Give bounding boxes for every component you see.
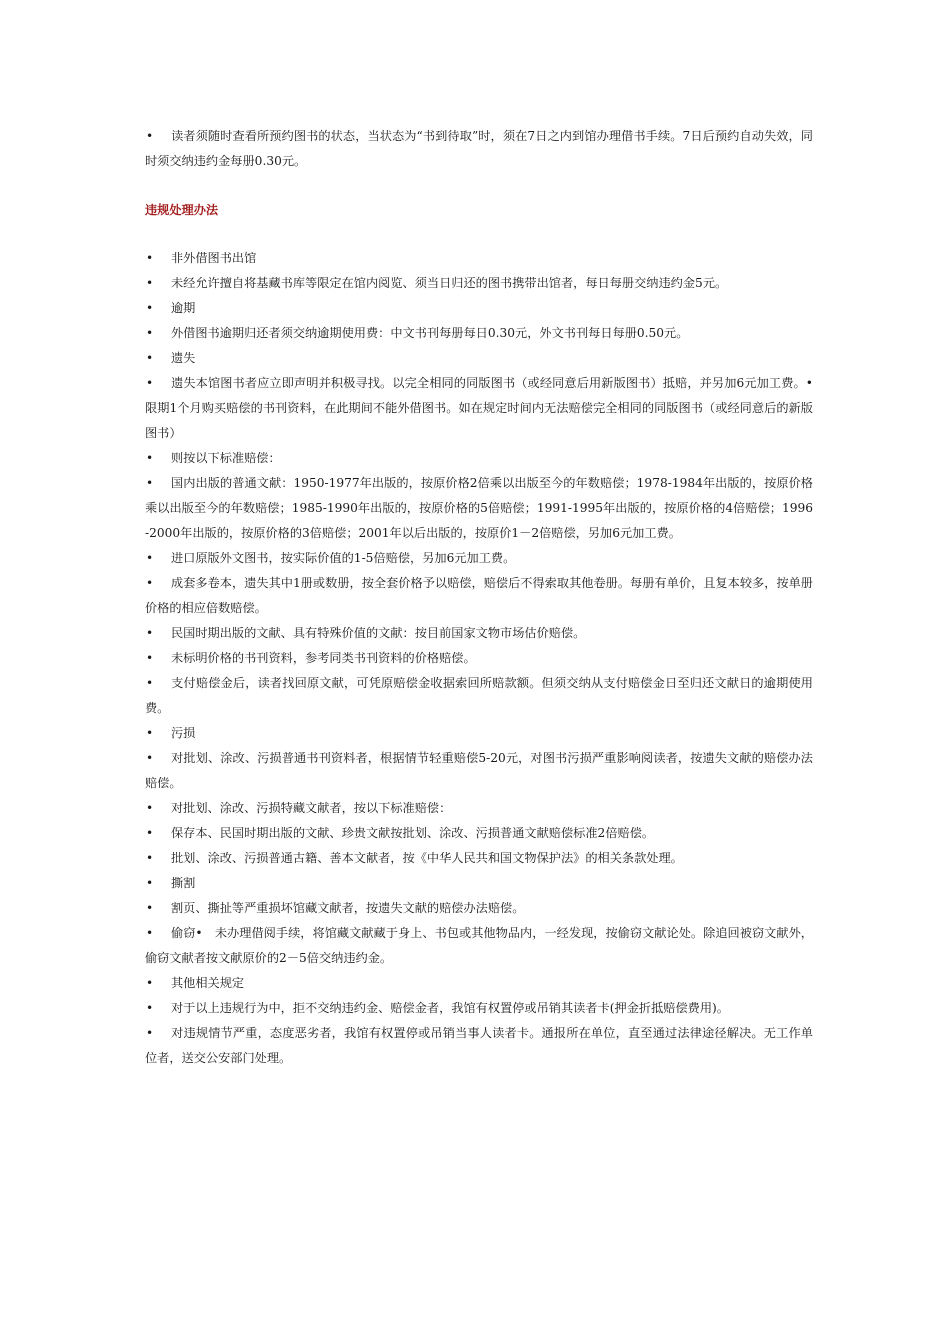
list-item-text: 偷窃• 未办理借阅手续，将馆藏文献藏于身上、书包或其他物品内，一经发现，按偷窃文献论处。除追回被窃文献外，偷窃文献者按文献原价的2－5倍交纳违约金。 (145, 926, 813, 965)
list-item (145, 621, 813, 646)
list-item (145, 321, 813, 346)
bullet-marker: • (146, 476, 154, 490)
list-item (145, 971, 813, 996)
list-item (145, 871, 813, 896)
bullet-marker: • (146, 576, 154, 590)
list-item-text: 逾期 (171, 301, 196, 315)
list-item-text: 非外借图书出馆 (171, 251, 257, 265)
list-item-text: 对于以上违规行为中，拒不交纳违约金、赔偿金者，我馆有权置停或吊销其读者卡(押金折抵赔偿费用)。 (171, 1001, 729, 1015)
bullet-marker: • (146, 901, 154, 915)
rules-list (145, 246, 826, 1071)
list-item-text: 污损 (171, 726, 196, 740)
bullet-marker: • (146, 251, 154, 265)
list-item (145, 271, 813, 296)
list-item-text: 对批划、涂改、污损特藏文献者，按以下标准赔偿： (171, 801, 452, 815)
bullet-marker: • (146, 351, 154, 365)
list-item (145, 896, 813, 921)
bullet-marker: • (146, 726, 154, 740)
bullet-marker: • (146, 326, 154, 340)
list-item-text: 批划、涂改、污损普通古籍、善本文献者，按《中华人民共和国文物保护法》的相关条款处理。 (171, 851, 683, 865)
bullet-marker: • (146, 276, 154, 290)
bullet-marker: • (146, 826, 154, 840)
list-item-text: 其他相关规定 (171, 976, 245, 990)
bullet-marker: • (146, 129, 154, 143)
bullet-marker: • (146, 626, 154, 640)
list-item (145, 821, 813, 846)
list-item (145, 346, 813, 371)
list-item-text: 未标明价格的书刊资料，参考同类书刊资料的价格赔偿。 (171, 651, 476, 665)
list-item-text: 对批划、涂改、污损普通书刊资料者，根据情节轻重赔偿5-20元，对图书污损严重影响阅读者，按遗失文献的赔偿办法赔偿。 (145, 751, 813, 790)
bullet-marker: • (146, 1001, 154, 1015)
list-item-text: 保存本、民国时期出版的文献、珍贵文献按批划、涂改、污损普通文献赔偿标准2倍赔偿。 (171, 826, 655, 840)
list-item-text: 未经允许擅自将基藏书库等限定在馆内阅览、须当日归还的图书携带出馆者，每日每册交纳违约金5元。 (171, 276, 728, 290)
list-item (145, 296, 813, 321)
list-item-text: 遗失本馆图书者应立即声明并积极寻找。以完全相同的同版图书（或经同意后用新版图书）抵赔，并另加6元加工费。• 限期1个月购买赔偿的书刊资料，在此期间不能外借图书。如在规定时间内无法赔偿完全相同的同版图书（或经同意后的新版图书） (145, 376, 826, 440)
bullet-marker: • (146, 801, 154, 815)
list-item-text: 成套多卷本，遗失其中1册或数册，按全套价格予以赔偿，赔偿后不得索取其他卷册。每册有单价，且复本较多，按单册价格的相应倍数赔偿。 (145, 576, 813, 615)
list-item-text: 进口原版外文图书，按实际价值的1-5倍赔偿，另加6元加工费。 (171, 551, 516, 565)
list-item-text: 支付赔偿金后，读者找回原文献，可凭原赔偿金收据索回所赔款额。但须交纳从支付赔偿金日至归还文献日的逾期使用费。 (145, 676, 813, 715)
bullet-marker: • (146, 301, 154, 315)
list-item (145, 996, 813, 1021)
list-item-text: 遗失 (171, 351, 196, 365)
list-item-text: 民国时期出版的文献、具有特殊价值的文献：按目前国家文物市场估价赔偿。 (171, 626, 586, 640)
bullet-marker: • (146, 1026, 154, 1040)
list-item (145, 371, 826, 446)
spacer (145, 223, 813, 246)
list-item (145, 546, 813, 571)
list-item-text: 国内出版的普通文献：1950-1977年出版的，按原价格2倍乘以出版至今的年数赔偿；1978-1984年出版的，按原价格乘以出版至今的年数赔偿；1985-1990年出版的，按原价格的5倍赔偿；1991-1995年出版的，按原价格的4倍赔偿；1996-2000年出版的，按原价格的3倍赔偿；2001年以后出版的，按原价1－2倍赔偿，另加6元加工费。 (145, 476, 813, 540)
list-item (145, 471, 813, 546)
bullet-marker: • (146, 376, 154, 390)
intro-paragraph (145, 124, 813, 174)
bullet-marker: • (146, 451, 154, 465)
bullet-marker: • (146, 751, 154, 765)
intro-text: 读者须随时查看所预约图书的状态，当状态为“书到待取”时，须在7日之内到馆办理借书手续。7日后预约自动失效，同时须交纳违约金每册0.30元。 (145, 129, 813, 168)
list-item (145, 721, 813, 746)
section-title: 违规处理办法 (145, 203, 219, 217)
list-item (145, 446, 813, 471)
list-item-text: 撕割 (171, 876, 196, 890)
list-item (145, 796, 813, 821)
list-item (145, 846, 813, 871)
list-item (145, 746, 813, 796)
list-item-text: 外借图书逾期归还者须交纳逾期使用费：中文书刊每册每日0.30元，外文书刊每日每册0.50元。 (171, 326, 689, 340)
bullet-marker: • (146, 876, 154, 890)
list-item (145, 571, 813, 621)
list-item (145, 1021, 813, 1071)
bullet-marker: • (146, 976, 154, 990)
bullet-marker: • (146, 676, 154, 690)
list-item-text: 割页、撕扯等严重损坏馆藏文献者，按遗失文献的赔偿办法赔偿。 (171, 901, 525, 915)
bullet-marker: • (146, 851, 154, 865)
document-body (145, 124, 826, 1071)
list-item (145, 671, 813, 721)
bullet-marker: • (146, 651, 154, 665)
list-item-text: 对违规情节严重，态度恶劣者，我馆有权置停或吊销当事人读者卡。通报所在单位，直至通过法律途径解决。无工作单位者，送交公安部门处理。 (145, 1026, 813, 1065)
list-item (145, 646, 813, 671)
list-item-text: 则按以下标准赔偿： (171, 451, 281, 465)
bullet-marker: • (146, 926, 154, 940)
spacer (145, 174, 813, 198)
list-item (145, 921, 813, 971)
bullet-marker: • (146, 551, 154, 565)
list-item (145, 246, 813, 271)
